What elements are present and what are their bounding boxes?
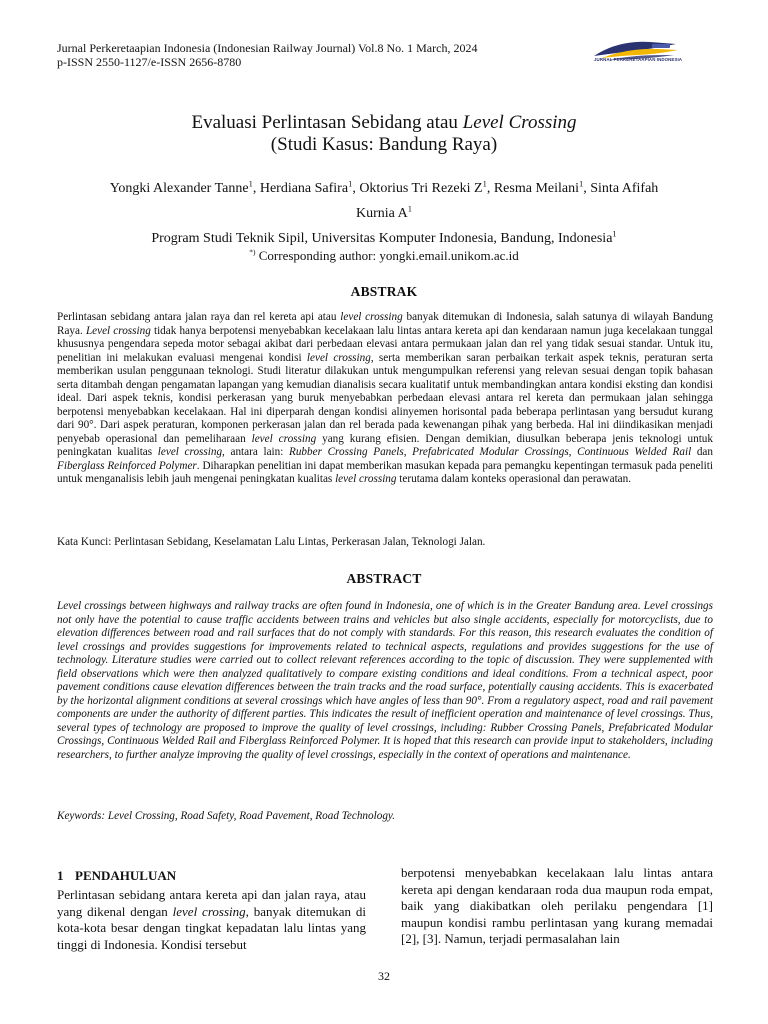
author-sep: , [352, 181, 360, 196]
author-2-sup: 1 [348, 178, 353, 189]
abstract-text: Level crossings between highways and railway tracks are often found in Indonesia, one of which is in the Greater Bandung area. Level crossings not only have the potential to cause traffic accidents between trains and vehicles but also single accidents, especially for motorcyclists, due to elevation differences between road and rail surfaces that do not comply with standards. For this reason, this research evaluates the condition of level crossings and provides suggestions for improvements related to technical aspects, regulations and provides suggestions for the use of technology. Literature studies were carried out to collect relevant references according to the topic of discussion. They were supplemented with field observations which were then analyzed qualitatively to compare existing conditions and ideal conditions. From a technical aspect, poor pavement conditions cause elevation differences between the train tracks and the road surface, potentially causing accidents. This is exacerbated by the horizontal alignment conditions at several crossings which have angles of less than 90°. From a regulatory aspect, road and rail pavement components are under the authority of different parties. This indicates the result of inefficient operation and maintenance of level crossings. Thus, several types of technology are proposed to improve the quality of level crossings, including: Rubber Crossing Panels, Prefabricated Modular Crossings, Continuous Welded Rail and Fiberglass Reinforced Polymer. It is hoped that this research can provide input to stakeholders, including researchers, to further analyze improving the quality of level crossings, especially in the context of operations and maintenance. [57, 600, 713, 761]
corresponding-author [0, 247, 768, 264]
author-list-cont [0, 205, 768, 222]
paper-subtitle: (Studi Kasus: Bandung Raya) [270, 134, 498, 155]
section-number: 1 [57, 868, 64, 883]
corr-text: Corresponding author: yongki.email.unikom.ac.id [255, 248, 519, 263]
author-2: Herdiana Safira [259, 181, 349, 196]
author-sep: , [486, 181, 494, 196]
right-column-text: berpotensi menyebabkan kecelakaan lalu lintas antara kereta api dengan kendaraan roda dua maupun roda empat, baik yang diakibatkan oleh perilaku pengendara [1] maupun kondisi rambu perlintasan yang kurang memadai [2], [3]. Namun, terjadi permasalahan lain [401, 865, 713, 946]
paper-title [0, 112, 768, 134]
abstrak-body: Perlintasan sebidang antara jalan raya dan rel kereta api atau level crossing banyak ditemukan di Indonesia, salah satunya di wilayah Bandung Raya. Level crossing tidak hanya berpotensi menyebabkan kecelakaan lalu lintas antara kereta api dan kendaraan namun juga kecelakaan tunggal khususnya pengendara sepeda motor sebagai akibat dari perbedaan elevasi antara permukaan jalan dan rel yang tidak sesuai standar. Untuk itu, penelitian ini melakukan evaluasi mengenai kondisi level crossing, serta memberikan saran perbaikan terkait aspek teknis, peraturan serta memberikan usulan penggunaan teknologi. Studi literatur dilakukan untuk mengumpulkan referensi yang relevan sesuai dengan topik bahasan serta ditambah dengan pengamatan lapangan yang kemudian dianalisis secara kualitatif untuk membandingkan antara kondisi eksting dan kondisi ideal. Dari aspek teknis, kondisi perkerasan yang buruk menyebabkan perbedaan elevasi antara rel kereta dan permukaan jalan sehingga berpotensi menyebabkan kecelakaan. Hal ini diperparah dengan kondisi alinyemen horisontal pada beberapa perlintasan yang bersudut kurang dari 90°. Dari aspek peraturan, komponen perkerasan jalan dan rel berada pada kewenangan pihak yang berbeda. Hal ini diindikasikan menjadi penyebab operasional dan pemeliharaan level crossing yang kurang efisien. Dengan demikian, diusulkan beberapa jenis teknologi untuk peningkatan kualitas level crossing, antara lain: Rubber Crossing Panels, Prefabricated Modular Crossings, Continuous Welded Rail dan Fiberglass Reinforced Polymer. Diharapkan penelitian ini dapat memberikan masukan kepada para pemangku kepentingan termasuk pada peneliti untuk menganalisis lebih jauh mengenai peningkatan kualitas level crossing terutama dalam konteks operasional dan perawatan. [57, 311, 713, 485]
author-3: Oktorius Tri Rezeki Z [359, 181, 483, 196]
body-right-column [401, 865, 713, 948]
author-5: Sinta Afifah [590, 181, 659, 196]
author-list [0, 180, 768, 197]
body-left-column: Perlintasan sebidang antara kereta api dan jalan raya, atau yang dikenal dengan level crossing, banyak ditemukan di kota-kota besar dengan tingkat kepadatan lalu lintas yang tinggi di Indonesia. Kondisi tersebut [57, 887, 366, 952]
logo-caption: JURNAL PERKERETAAPIAN INDONESIA [594, 57, 683, 62]
section-title: PENDAHULUAN [75, 868, 177, 883]
author-sep: , [252, 181, 260, 196]
affiliation-text: Program Studi Teknik Sipil, Universitas Komputer Indonesia, Bandung, Indonesia [151, 231, 613, 246]
abstract-heading: ABSTRACT [346, 571, 422, 586]
author-1-sup: 1 [248, 178, 253, 189]
section-heading [57, 868, 176, 884]
page-number: 32 [378, 969, 390, 983]
author-5-cont: Kurnia A [356, 206, 408, 221]
title-prefix: Evaluasi Perlintasan Sebidang atau [191, 112, 463, 133]
issn-line: p-ISSN 2550-1127/e-ISSN 2656-8780 [57, 55, 242, 69]
abstract-body [57, 600, 713, 762]
abstrak-keywords: Kata Kunci: Perlintasan Sebidang, Keselamatan Lalu Lintas, Perkerasan Jalan, Teknologi Jalan. [57, 536, 486, 548]
abstrak-heading: ABSTRAK [350, 284, 418, 299]
author-sep: , [583, 181, 591, 196]
journal-line: Jurnal Perkeretaapian Indonesia (Indonesian Railway Journal) Vol.8 No. 1 March, 2024 [57, 41, 478, 55]
affiliation [0, 230, 768, 247]
author-4: Resma Meilani [493, 181, 579, 196]
author-5-sup: 1 [407, 203, 412, 214]
author-4-sup: 1 [579, 178, 584, 189]
journal-logo [588, 36, 684, 70]
corr-sup: *) [249, 247, 256, 257]
author-3-sup: 1 [482, 178, 487, 189]
affiliation-sup: 1 [612, 228, 617, 239]
abstract-keywords: Keywords: Level Crossing, Road Safety, Road Pavement, Road Technology. [57, 810, 396, 822]
title-italic: Level Crossing [462, 112, 577, 133]
author-1: Yongki Alexander Tanne [109, 181, 249, 196]
